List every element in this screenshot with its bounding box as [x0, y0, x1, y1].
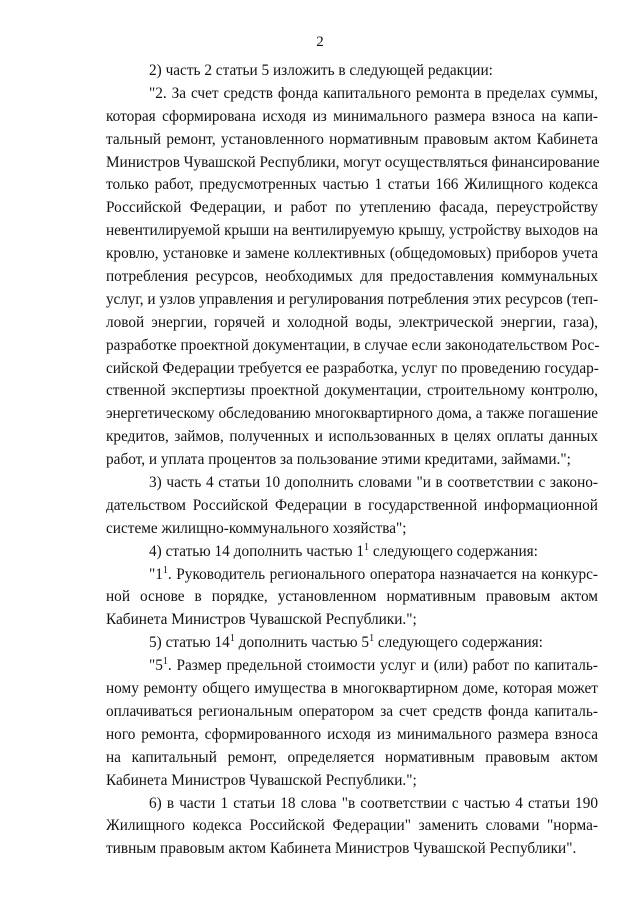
text-line-content: невентилируемой крыши на вентилируемую крышу, устройству выходов на — [106, 222, 598, 240]
text-line-content: кредитов, займов, полученных и использованных в целях оплаты данных — [106, 428, 598, 446]
text-line — [106, 701, 598, 724]
text-line-content: 5) статью 14 — [149, 634, 230, 652]
text-line — [106, 793, 598, 816]
text-line-content: 3) часть 4 статьи 10 дополнить словами "и в соответствии с законо- — [149, 474, 598, 492]
text-line-content: кровлю, установке и замене коллективных (общедомовых) приборов учета — [106, 245, 598, 263]
text-line-content: Министров Чувашской Республики, могут осуществляться финансирование — [106, 153, 600, 171]
text-line-content: только работ, предусмотренных частью 1 статьи 166 Жилищного кодекса — [106, 176, 598, 194]
text-line — [106, 266, 598, 289]
text-line — [106, 60, 598, 83]
text-line — [106, 472, 598, 495]
text-line-content: 2) часть 2 статьи 5 изложить в следующей редакции: — [149, 62, 493, 79]
text-line — [106, 724, 598, 747]
text-line-content: тальный ремонт, установленного нормативным правовым актом Кабинета — [106, 130, 598, 148]
text-line-tail: следующего содержания: — [374, 634, 543, 652]
text-line — [106, 449, 598, 472]
text-line-content: разработке проектной документации, в случае если законодательством Рос- — [106, 336, 600, 354]
text-line-content: ной основе в порядке, установленном нормативным правовым актом — [106, 588, 598, 606]
superscript: 1 — [369, 633, 375, 645]
text-line-content: ного ремонта, сформированного исходя из минимального размера взноса — [106, 725, 598, 743]
text-line-content: работ, и уплата процентов за пользование этими кредитами, займами."; — [106, 451, 571, 469]
text-line — [106, 403, 598, 426]
text-line — [106, 518, 598, 541]
text-line-content: дательством Российской Федерации в государственной информационной — [106, 496, 598, 514]
text-line-content: "1 — [149, 565, 163, 583]
text-line-content: "5 — [149, 657, 163, 675]
text-line — [106, 426, 598, 449]
text-line-tail: . Размер предельной стоимости услуг и (или) работ по капиталь- — [167, 657, 598, 675]
text-line-content: Российской Федерации, и работ по утеплению фасада, переустройству — [106, 199, 598, 217]
text-line — [106, 197, 598, 220]
text-line-content: 4) статью 14 дополнить частью 1 — [149, 542, 365, 560]
text-line — [106, 655, 598, 678]
text-line-content: Жилищного кодекса Российской Федерации" заменить словами "норма- — [106, 817, 598, 835]
text-line — [106, 495, 598, 518]
text-line-content: которая сформирована исходя из минимального размера взноса на капи- — [106, 107, 598, 125]
page-number: 2 — [316, 34, 324, 50]
text-line — [106, 220, 598, 243]
text-line-content: "2. За счет средств фонда капитального ремонта в пределах суммы, — [149, 84, 598, 102]
superscript: 1 — [162, 656, 168, 668]
text-line — [106, 632, 598, 655]
text-line — [106, 243, 598, 266]
text-line — [106, 174, 598, 197]
text-line — [106, 358, 598, 381]
text-line-content: сийской Федерации требуется ее разработка, услуг по проведению государ- — [106, 359, 599, 377]
text-line — [106, 564, 598, 587]
text-line — [106, 106, 598, 129]
text-line-content: тивным правовым актом Кабинета Министров Чувашской Республики". — [106, 840, 577, 858]
superscript: 1 — [162, 564, 168, 576]
text-line — [106, 770, 598, 793]
text-line — [106, 586, 598, 609]
text-line — [106, 289, 598, 312]
text-line-content: системе жилищно-коммунального хозяйства"; — [106, 519, 407, 537]
text-line-content: ному ремонту общего имущества в многоквартирном доме, которая может — [106, 680, 598, 698]
text-line-tail: дополнить частью 5 — [234, 634, 370, 652]
text-line — [106, 335, 598, 358]
text-line-content: потребления ресурсов, необходимых для предоставления коммунальных — [106, 268, 598, 286]
superscript: 1 — [229, 633, 235, 645]
text-line-content: Кабинета Министров Чувашской Республики."; — [106, 611, 417, 629]
text-line — [106, 152, 598, 175]
text-line — [106, 838, 598, 861]
text-line-content: оплачиваться региональным оператором за счет средств фонда капиталь- — [106, 702, 598, 720]
document-body — [106, 60, 598, 861]
text-line — [106, 609, 598, 632]
text-line-tail: следующего содержания: — [369, 542, 538, 560]
superscript: 1 — [364, 541, 370, 553]
text-line-content: Кабинета Министров Чувашской Республики."; — [106, 771, 417, 789]
text-line-content: ственной экспертизы проектной документации, строительному контролю, — [106, 382, 598, 400]
text-line — [106, 129, 598, 152]
text-line-content: услуг, и узлов управления и регулирования потребления этих ресурсов (теп- — [106, 290, 598, 308]
text-line — [106, 678, 598, 701]
text-line — [106, 312, 598, 335]
text-line-tail: . Руководитель регионального оператора назначается на конкурс- — [167, 565, 598, 583]
text-line — [106, 747, 598, 770]
text-line — [106, 83, 598, 106]
text-line-content: энергетическому обследованию многоквартирного дома, а также погашение — [106, 405, 598, 423]
text-line — [106, 815, 598, 838]
text-line-content: на капитальный ремонт, определяется нормативным правовым актом — [106, 748, 598, 766]
text-line — [106, 541, 598, 564]
text-line-content: ловой энергии, горячей и холодной воды, электрической энергии, газа), — [106, 313, 598, 331]
text-line-content: 6) в части 1 статьи 18 слова "в соответствии с частью 4 статьи 190 — [149, 794, 598, 812]
text-line — [106, 380, 598, 403]
